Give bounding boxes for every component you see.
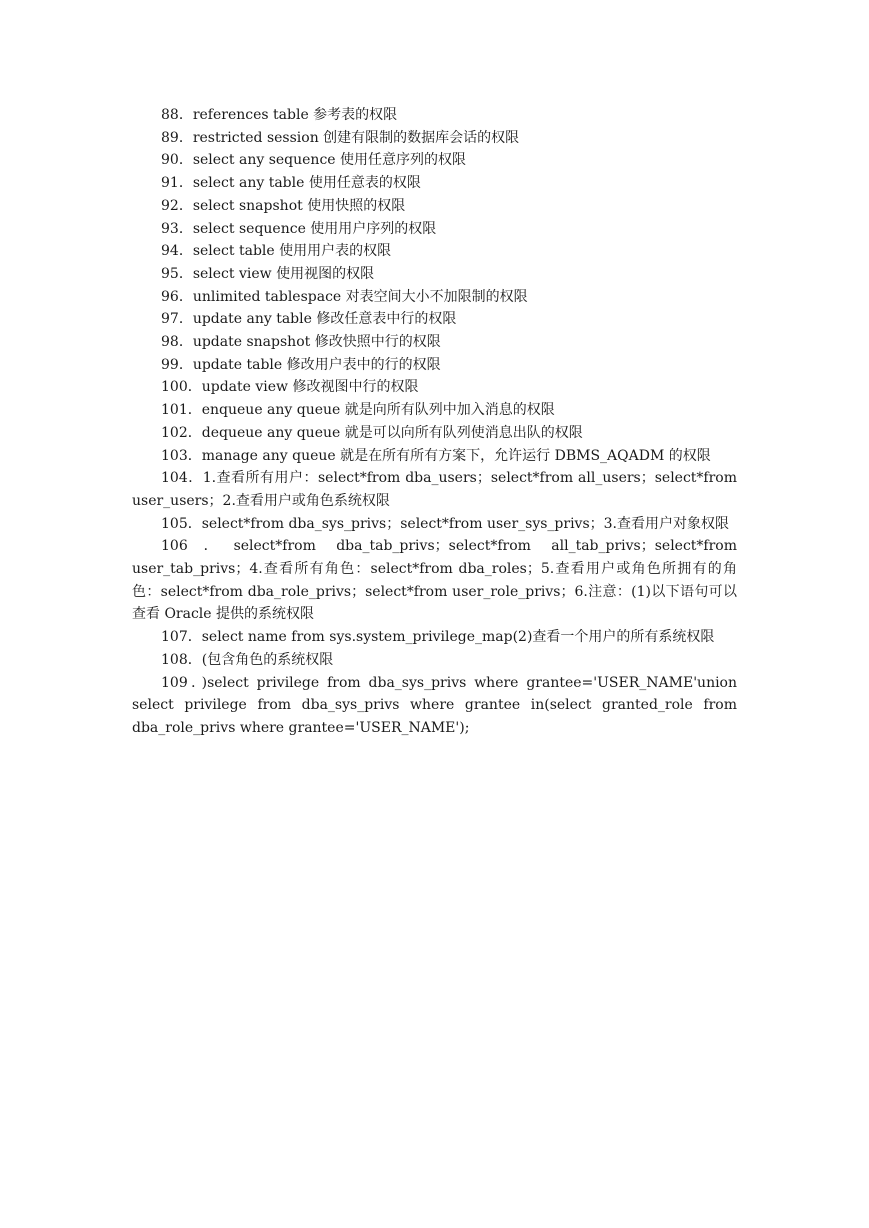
list-item <box>132 308 737 331</box>
item-separator: ． <box>187 424 202 441</box>
list-item <box>132 331 737 354</box>
item-separator: ． <box>187 379 202 396</box>
item-number: 99 <box>161 356 179 373</box>
item-separator: ． <box>178 129 193 146</box>
item-number: 96 <box>161 288 179 305</box>
item-separator: ． <box>187 651 202 668</box>
list-item <box>132 240 737 263</box>
list-item <box>132 218 737 241</box>
item-number: 102 <box>161 424 188 441</box>
item-text: select snapshot 使用快照的权限 <box>192 197 406 214</box>
item-text: update snapshot 修改快照中行的权限 <box>192 334 441 351</box>
item-text: select*from dba_sys_privs；select*from user_sys_privs；3.查看用户对象权限 <box>201 515 730 532</box>
list-item <box>132 376 737 399</box>
document-body <box>132 104 737 740</box>
item-separator: ． <box>178 243 193 260</box>
item-number: 100 <box>161 379 188 396</box>
item-text: manage any queue 就是在所有所有方案下，允许运行 DBMS_AQADM 的权限 <box>201 447 711 464</box>
item-separator: ． <box>187 447 202 464</box>
item-text: 1.查看所有用户：select*from dba_users；select*from all_users；select*from user_users；2.查看用户或角色系统权限 <box>132 470 738 509</box>
item-text: restricted session 创建有限制的数据库会话的权限 <box>192 129 520 146</box>
list-item <box>132 195 737 218</box>
item-separator: ． <box>187 674 202 691</box>
item-number: 106 <box>161 538 188 555</box>
list-item <box>132 445 737 468</box>
item-separator: ． <box>178 197 193 214</box>
item-number: 107 <box>161 629 188 646</box>
item-text: select sequence 使用用户序列的权限 <box>192 220 437 237</box>
item-text: update view 修改视图中行的权限 <box>201 379 419 396</box>
list-item <box>132 513 737 536</box>
item-number: 94 <box>161 243 179 260</box>
list-item <box>132 104 737 127</box>
item-text: select any table 使用任意表的权限 <box>192 175 421 192</box>
list-item <box>132 626 737 649</box>
item-text: select name from sys.system_privilege_map(2)查看一个用户的所有系统权限 <box>201 629 715 646</box>
item-separator: ． <box>187 402 202 419</box>
item-separator: ． <box>187 538 234 555</box>
item-number: 98 <box>161 334 179 351</box>
item-separator: ． <box>178 265 193 282</box>
item-text: )select privilege from dba_sys_privs where grantee='USER_NAME'union select privilege from dba_sys_privs where grantee in(select granted_role from dba_role_privs where grantee='USER_NAME'); <box>132 674 738 736</box>
item-number: 91 <box>161 175 179 192</box>
item-text: update any table 修改任意表中行的权限 <box>192 311 457 328</box>
item-separator: ． <box>187 515 202 532</box>
list-item <box>132 286 737 309</box>
list-item <box>132 127 737 150</box>
item-text: update table 修改用户表中的行的权限 <box>192 356 441 373</box>
item-separator: ． <box>178 356 193 373</box>
item-text: select table 使用用户表的权限 <box>192 243 392 260</box>
item-text: unlimited tablespace 对表空间大小不加限制的权限 <box>192 288 528 305</box>
list-item <box>132 649 737 672</box>
item-separator: ． <box>178 311 193 328</box>
item-number: 104 <box>161 470 188 487</box>
item-number: 88 <box>161 107 179 123</box>
item-separator: ． <box>178 175 193 192</box>
item-number: 101 <box>161 402 188 419</box>
item-separator: ． <box>178 152 193 169</box>
item-separator: ． <box>178 334 193 351</box>
item-text: references table 参考表的权限 <box>192 107 398 123</box>
list-item <box>132 672 737 740</box>
item-separator: ． <box>178 220 193 237</box>
item-separator: ． <box>187 470 203 487</box>
item-text: enqueue any queue 就是向所有队列中加入消息的权限 <box>201 402 555 419</box>
item-number: 108 <box>161 651 188 668</box>
item-number: 92 <box>161 197 179 214</box>
item-number: 97 <box>161 311 179 328</box>
list-item <box>132 354 737 377</box>
item-number: 103 <box>161 447 188 464</box>
item-text: select any sequence 使用任意序列的权限 <box>192 152 467 169</box>
item-separator: ． <box>178 107 193 123</box>
list-item <box>132 535 737 626</box>
list-item <box>132 263 737 286</box>
list-item <box>132 172 737 195</box>
item-text: select view 使用视图的权限 <box>192 265 375 282</box>
item-text: dequeue any queue 就是可以向所有队列使消息出队的权限 <box>201 424 583 441</box>
list-item <box>132 399 737 422</box>
item-number: 105 <box>161 515 188 532</box>
list-item <box>132 467 737 512</box>
item-number: 93 <box>161 220 179 237</box>
item-text: (包含角色的系统权限 <box>201 651 334 668</box>
item-separator: ． <box>187 629 202 646</box>
item-separator: ． <box>178 288 193 305</box>
list-item <box>132 422 737 445</box>
item-number: 89 <box>161 129 179 146</box>
item-number: 95 <box>161 265 179 282</box>
item-number: 90 <box>161 152 179 169</box>
item-number: 109 <box>161 674 188 691</box>
item-text: select*from dba_tab_privs；select*from all_tab_privs；select*from user_tab_privs；4.查看所有角色：select*from dba_roles；5.查看用户或角色所拥有的角色：select*from dba_role_privs；select*from user_role_privs；6.注意：(1)以下语句可以查看 Oracle 提供的系统权限 <box>132 538 738 623</box>
list-item <box>132 149 737 172</box>
